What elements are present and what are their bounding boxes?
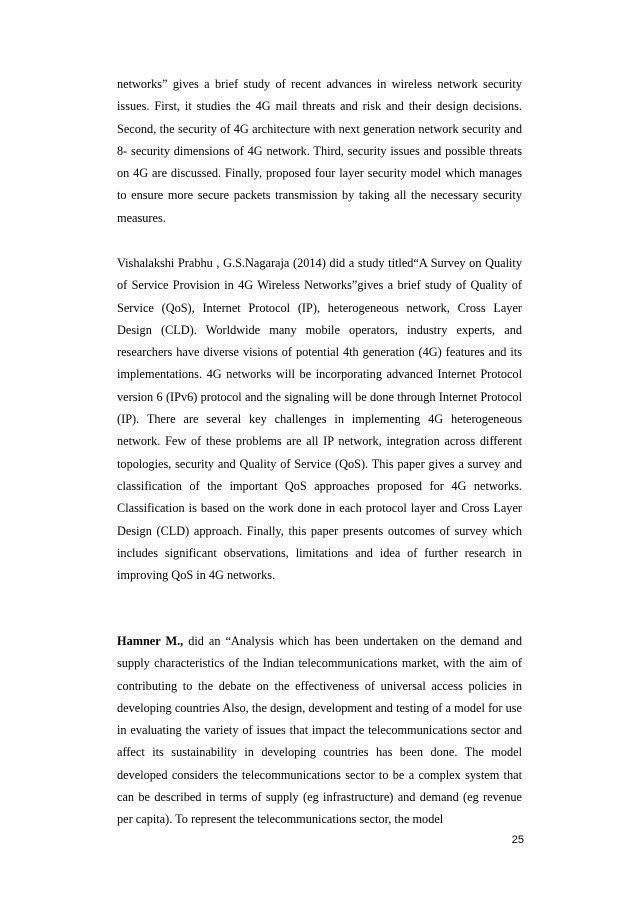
paragraph-qos-survey: [117, 252, 522, 586]
author-name: Hamner M.,: [117, 634, 184, 648]
paragraph-body: did an “Analysis which has been undertaken on the demand and supply characteristics of the Indian telecommunications market, with the aim of contributing to the debate on the effectiveness of universal access policies in developing countries Also, the design, development and testing of a model for use in evaluating the variety of issues that impact the telecommunications sector and affect its sustainability in developing countries has been done. The model developed considers the telecommunications sector to be a complex system that can be described in terms of supply (eg infrastructure) and demand (eg revenue per capita). To represent the telecommunications sector, the model: [117, 634, 522, 827]
paragraph-text: [117, 630, 522, 831]
paragraph-text: Vishalakshi Prabhu , G.S.Nagaraja (2014) did a study titled“A Survey on Quality of Service Provision in 4G Wireless Networks”gives a brief study of Quality of Service (QoS), Internet Protocol (IP), heterogeneous network, Cross Layer Design (CLD). Worldwide many mobile operators, industry experts, and researchers have diverse visions of potential 4th generation (4G) features and its implementations. 4G networks will be incorporating advanced Internet Protocol version 6 (IPv6) protocol and the signaling will be done through Internet Protocol (IP). There are several key challenges in implementing 4G heterogeneous network. Few of these problems are all IP network, integration across different topologies, security and Quality of Service (QoS). This paper gives a survey and classification of the important QoS approaches proposed for 4G networks. Classification is based on the work done in each protocol layer and Cross Layer Design (CLD) approach. Finally, this paper presents outcomes of survey which includes significant observations, limitations and idea of further research in improving QoS in 4G networks.: [117, 256, 522, 583]
paragraph-text: networks” gives a brief study of recent advances in wireless network security issues. First, it studies the 4G mail threats and risk and their design decisions. Second, the security of 4G architecture with next generation network security and 8- security dimensions of 4G network. Third, security issues and possible threats on 4G are discussed. Finally, proposed four layer security model which manages to ensure more secure packets transmission by taking all the necessary security measures.: [117, 77, 522, 225]
paragraph-hamner-analysis: [117, 630, 522, 831]
paragraph-security-summary: [117, 73, 522, 229]
page-number: 25: [511, 834, 524, 846]
